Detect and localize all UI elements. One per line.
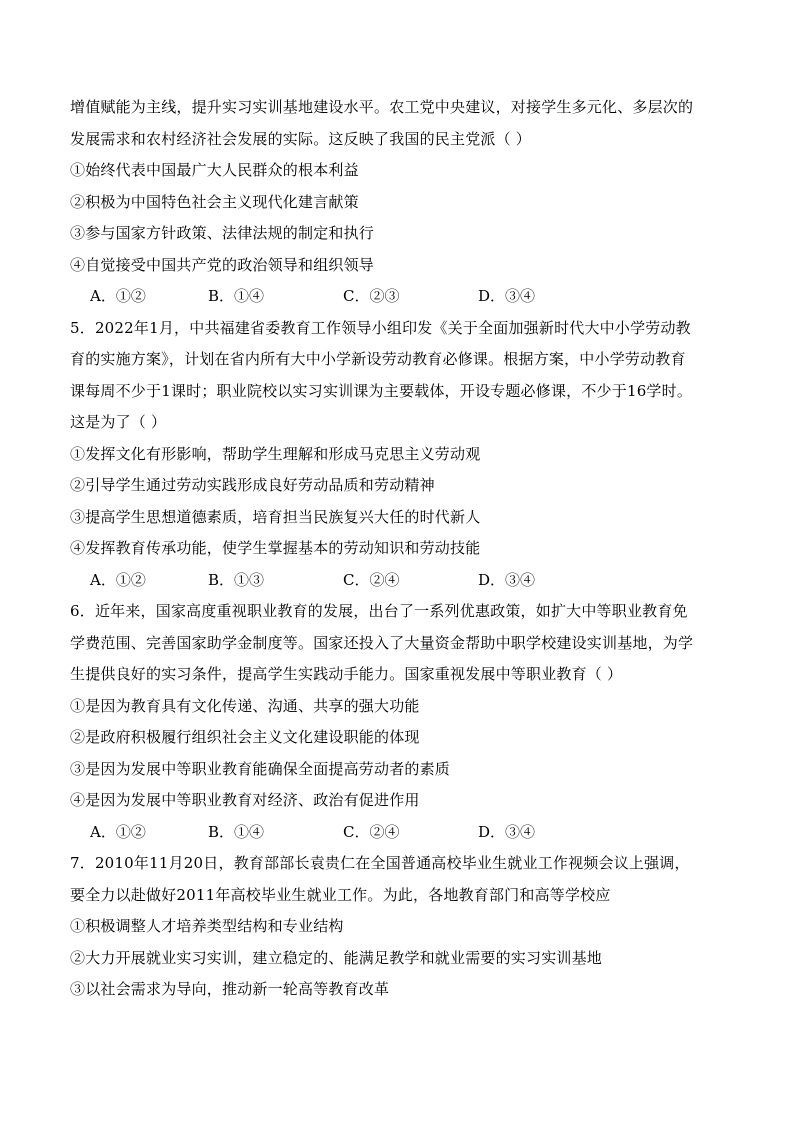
question-text-line: 要全力以赴做好2011年高校毕业生就业工作。为此，各地教育部门和高等学校应 (70, 885, 611, 904)
option-d: D．③④ (478, 287, 536, 305)
option-d: D．③④ (478, 822, 536, 841)
question-text-line: 增值赋能为主线，提升实习实训基地建设水平。农工党中央建议，对接学生多元化、多层次的 (70, 98, 694, 116)
answer-options (70, 817, 730, 849)
statement-item: ②积极为中国特色社会主义现代化建言献策 (70, 192, 359, 211)
question-6 (70, 596, 730, 848)
question-text-line: 5．2022年1月，中共福建省委教育工作领导小组印发《关于全面加强新时代大中小学劳动教 (70, 318, 691, 337)
option-b: B．①③ (208, 570, 265, 589)
statement-item: ③以社会需求为导向，推动新一轮高等教育改革 (70, 980, 390, 998)
question-7 (70, 848, 730, 1006)
question-text-line: 学费范围、完善国家助学金制度等。国家还投入了大量资金帮助中职学校建设实训基地，为学 (70, 633, 694, 652)
statement-item: ③提高学生思想道德素质，培育担当民族复兴大任的时代新人 (70, 507, 481, 526)
question-text-line: 这是为了（ ） (70, 413, 167, 431)
statement-item: ④发挥教育传承功能，使学生掌握基本的劳动知识和劳动技能 (70, 539, 481, 557)
document-page (70, 92, 730, 1006)
statement-item: ④是因为发展中等职业教育对经济、政治有促进作用 (70, 791, 420, 809)
option-c: C．②④ (343, 822, 400, 841)
statement-item: ①始终代表中国最广大人民群众的根本利益 (70, 161, 359, 179)
answer-options (70, 565, 730, 597)
statement-item: ①是因为教育具有文化传递、沟通、共享的强大功能 (70, 696, 420, 715)
question-text-line: 课每周不少于1课时；职业院校以实习实训课为主要载体，开设专题必修课，不少于16学时。 (70, 381, 693, 400)
option-a: A．①② (90, 822, 146, 841)
option-c: C．②④ (343, 570, 400, 589)
statement-item: ①积极调整人才培养类型结构和专业结构 (70, 917, 344, 935)
question-text-line: 发展需求和农村经济社会发展的实际。这反映了我国的民主党派（ ） (70, 129, 531, 148)
statement-item: ②引导学生通过劳动实践形成良好劳动品质和劳动精神 (70, 476, 435, 494)
option-c: C．②③ (343, 287, 400, 305)
question-4-continuation (70, 92, 730, 313)
option-a: A．①② (90, 287, 146, 305)
option-d: D．③④ (478, 570, 536, 589)
option-b: B．①④ (208, 287, 265, 305)
statement-item: ④自觉接受中国共产党的政治领导和组织领导 (70, 255, 375, 274)
statement-item: ①发挥文化有形影响，帮助学生理解和形成马克思主义劳动观 (70, 444, 481, 463)
statement-item: ②是政府积极履行组织社会主义文化建设职能的体现 (70, 728, 420, 746)
question-5 (70, 313, 730, 597)
answer-options (70, 281, 730, 313)
statement-item: ③是因为发展中等职业教育能确保全面提高劳动者的素质 (70, 759, 451, 778)
statement-item: ③参与国家方针政策、法律法规的制定和执行 (70, 224, 375, 242)
option-a: A．①② (90, 570, 146, 589)
question-text-line: 6．近年来，国家高度重视职业教育的发展，出台了一系列优惠政策，如扩大中等职业教育免 (70, 602, 688, 620)
statement-item: ②大力开展就业实习实训，建立稳定的、能满足教学和就业需要的实习实训基地 (70, 948, 603, 967)
question-text-line: 生提供良好的实习条件，提高学生实践动手能力。国家重视发展中等职业教育（ ） (70, 665, 623, 683)
question-text-line: 7．2010年11月20日，教育部部长袁贵仁在全国普通高校毕业生就业工作视频会议上强调， (70, 854, 690, 872)
option-b: B．①④ (208, 822, 265, 841)
question-text-line: 育的实施方案》，计划在省内所有大中小学新设劳动教育必修课。根据方案，中小学劳动教育 (70, 350, 686, 368)
